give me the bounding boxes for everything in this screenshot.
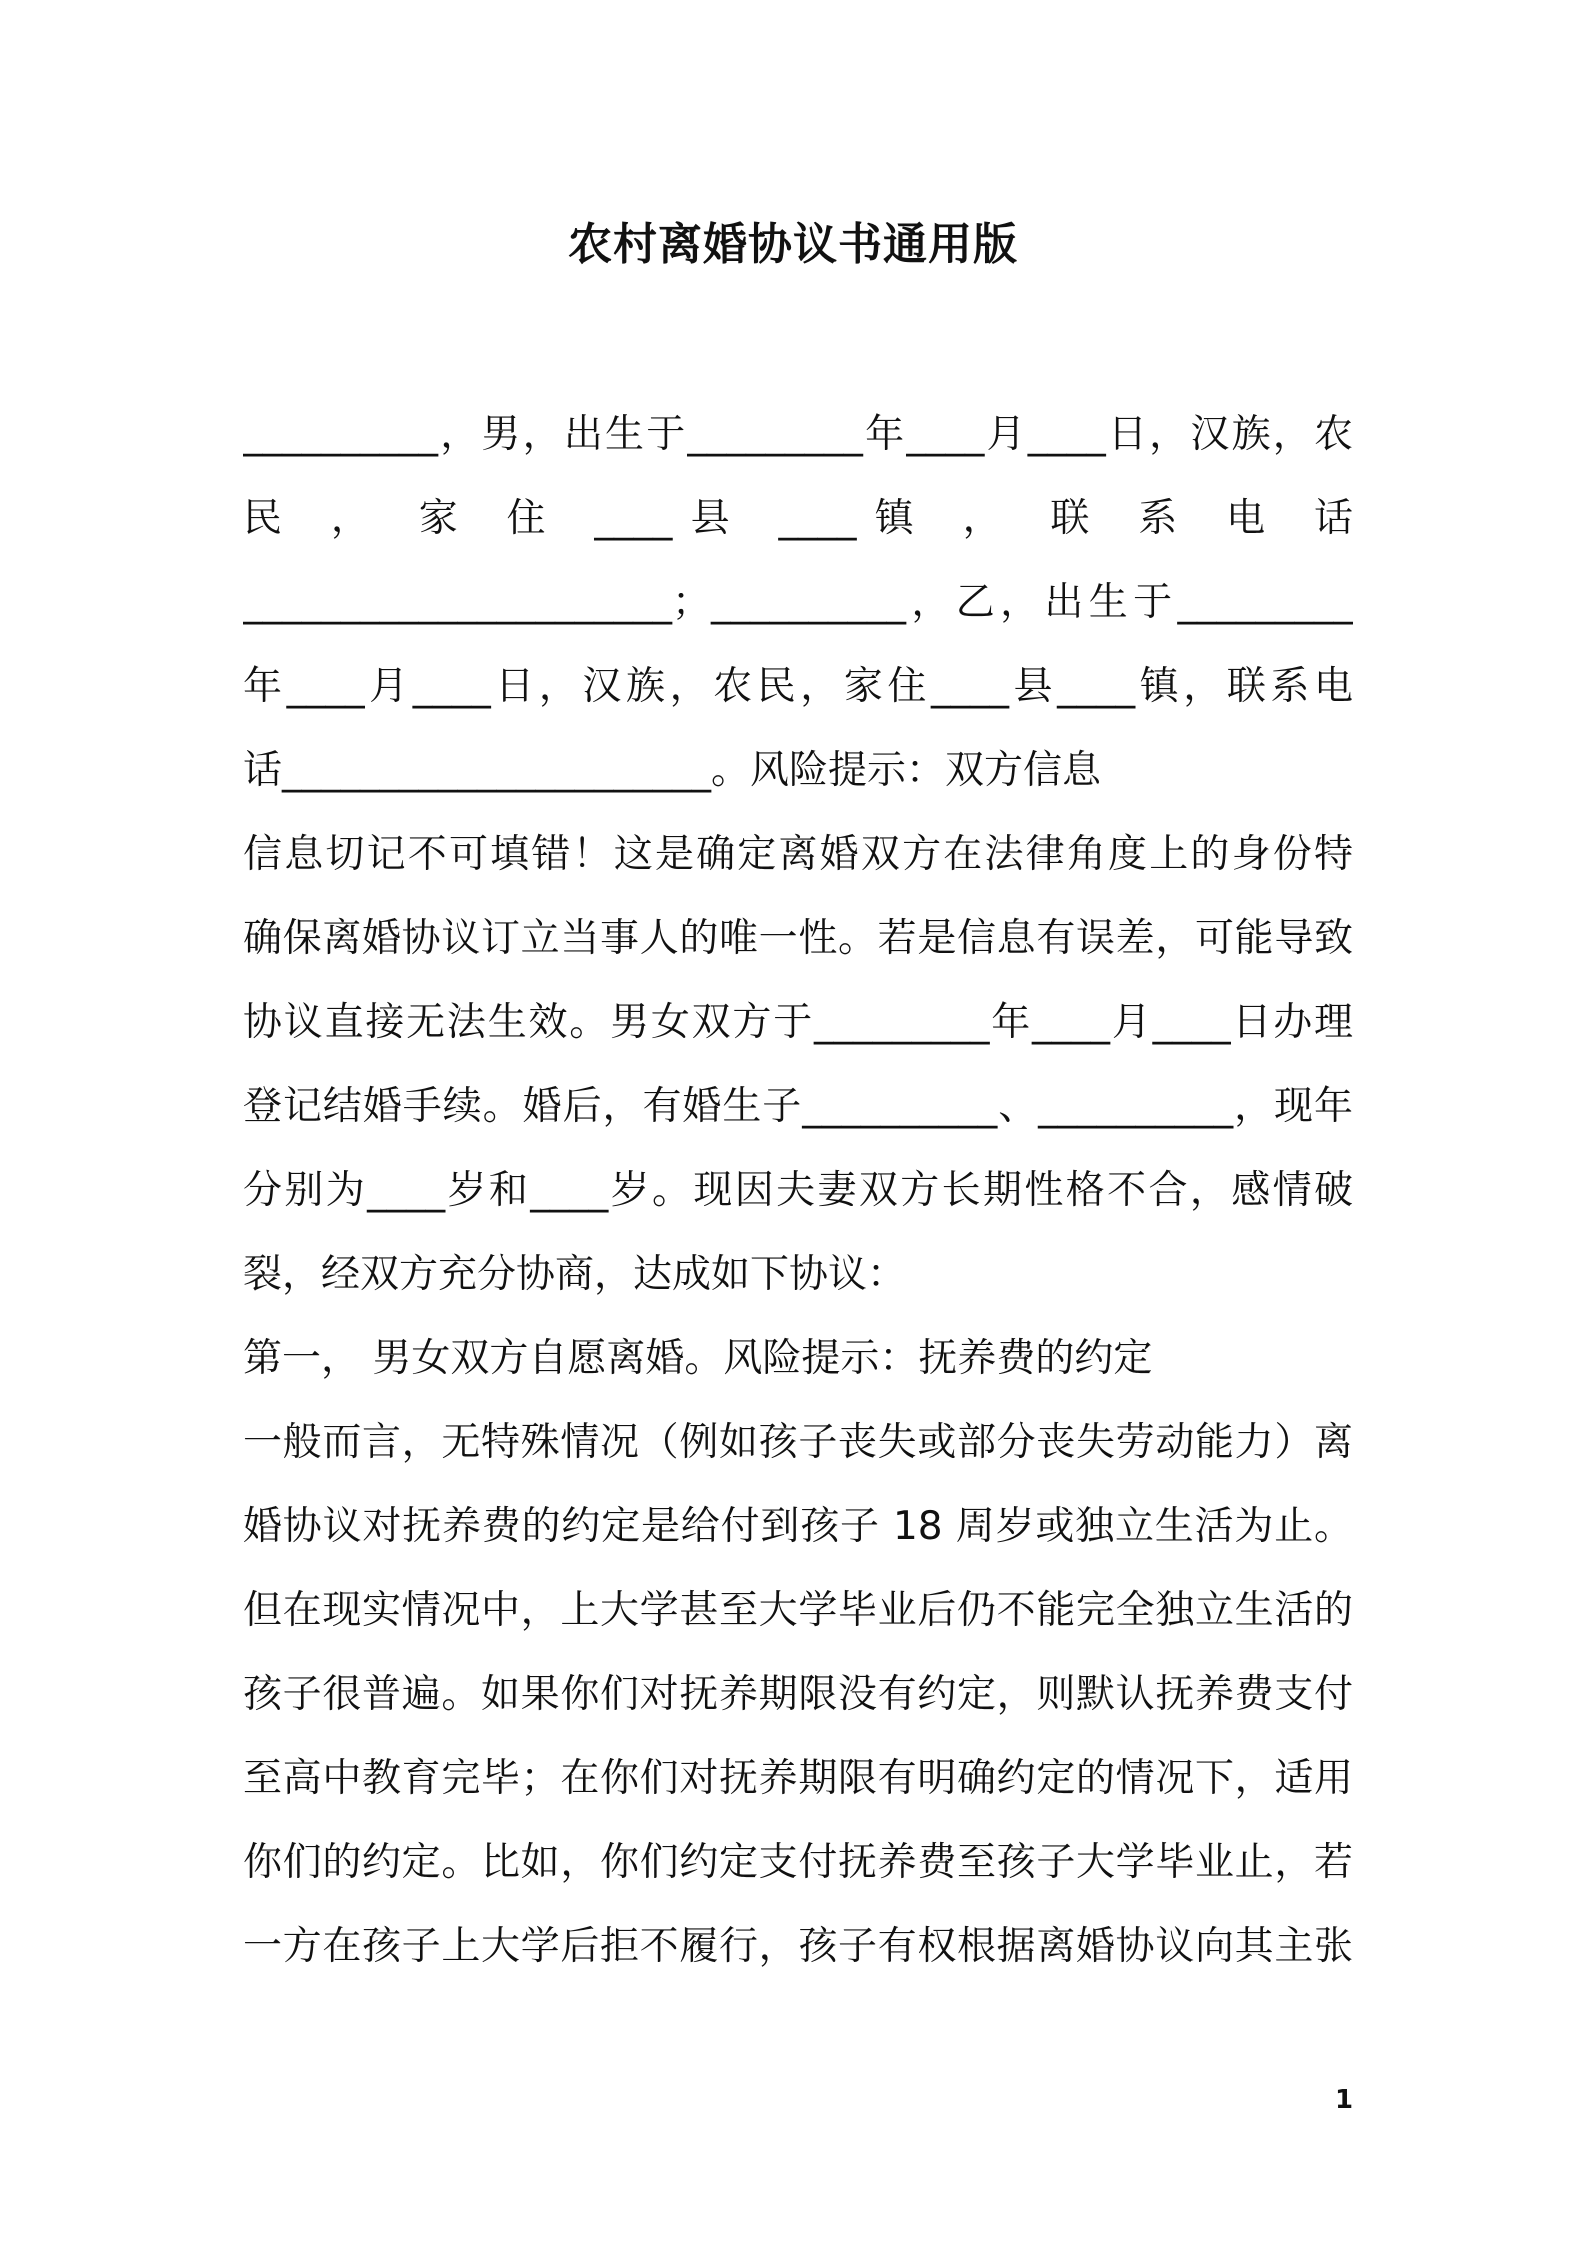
body-line: __________，男，出生于_________年____月____日，汉族，农 (243, 412, 1353, 457)
body-line: 登记结婚手续。婚后，有婚生子__________、__________，现年 (243, 1084, 1353, 1129)
page-number: 1 (1335, 2085, 1354, 2115)
body-line: 民 ， 家 住 ____县 ____镇 ， 联 系 电 话 (243, 496, 1353, 541)
body-line: 但在现实情况中，上大学甚至大学毕业后仍不能完全独立生活的 (243, 1588, 1353, 1633)
body-line: 分别为____岁和____岁。现因夫妻双方长期性格不合，感情破 (243, 1168, 1353, 1213)
body-line: 孩子很普遍。如果你们对抚养期限没有约定，则默认抚养费支付 (243, 1672, 1353, 1717)
body-line: 裂，经双方充分协商，达成如下协议： (243, 1252, 907, 1297)
body-line: 信息切记不可填错！这是确定离婚双方在法律角度上的身份特 (243, 832, 1353, 877)
body-line: 你们的约定。比如，你们约定支付抚养费至孩子大学毕业止，若 (243, 1840, 1353, 1885)
body-line: 至高中教育完毕；在你们对抚养期限有明确约定的情况下，适用 (243, 1756, 1353, 1801)
body-line: 一般而言，无特殊情况（例如孩子丧失或部分丧失劳动能力）离 (243, 1420, 1353, 1465)
body-line: 话______________________。风险提示：双方信息 (243, 748, 1102, 793)
body-line: 协议直接无法生效。男女双方于_________年____月____日办理 (243, 1000, 1353, 1045)
body-line: ______________________；__________，乙，出生于_________ (243, 580, 1353, 625)
body-line: 确保离婚协议订立当事人的唯一性。若是信息有误差，可能导致 (243, 916, 1353, 961)
section-heading-line: 第一， 男女双方自愿离婚。风险提示：抚养费的约定 (243, 1336, 1153, 1381)
body-line: 一方在孩子上大学后拒不履行，孩子有权根据离婚协议向其主张 (243, 1924, 1353, 1969)
body-line: 婚协议对抚养费的约定是给付到孩子 18 周岁或独立生活为止。 (243, 1504, 1353, 1549)
body-line: 年____月____日，汉族，农民，家住____县____镇，联系电 (243, 664, 1353, 709)
document-title: 农村离婚协议书通用版 (568, 219, 1018, 270)
